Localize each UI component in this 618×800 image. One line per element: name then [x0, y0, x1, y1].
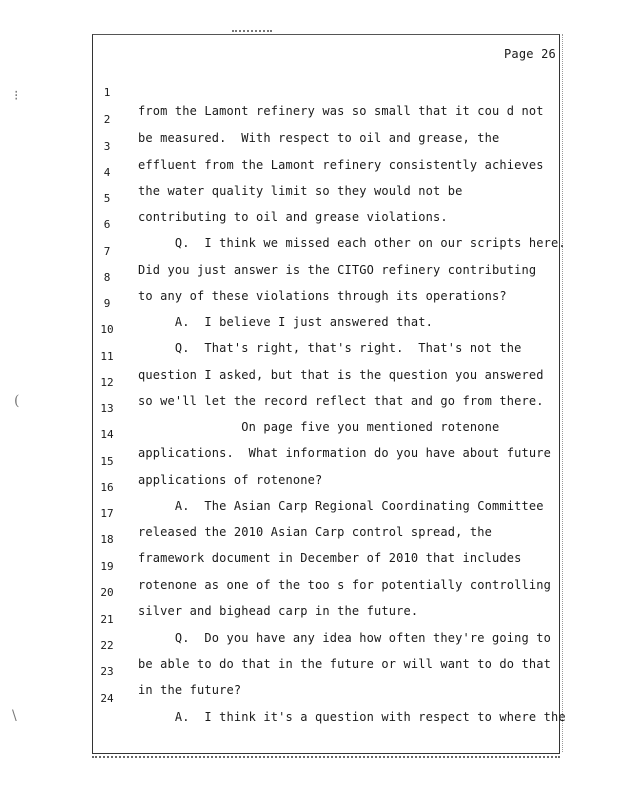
line-number: 15 [100, 455, 114, 468]
line-number: 12 [100, 376, 114, 389]
line-text: applications. What information do you have about future [138, 446, 551, 460]
line-text: rotenone as one of the too s for potentially controlling [138, 578, 551, 592]
line-text: A. I think it's a question with respect to where the [138, 710, 566, 724]
line-number: 7 [103, 245, 111, 258]
line-text: Did you just answer is the CITGO refinery contributing [138, 263, 537, 277]
line-number: 8 [103, 271, 111, 284]
line-text: be measured. With respect to oil and grease, the [138, 131, 500, 145]
line-text: framework document in December of 2010 that includes [138, 551, 522, 565]
line-number: 24 [100, 692, 114, 705]
page-number: Page 26 [504, 47, 556, 61]
line-text: Q. That's right, that's right. That's not the [138, 341, 522, 355]
line-text: so we'll let the record reflect that and go from there. [138, 394, 544, 408]
line-number: 21 [100, 613, 114, 626]
line-text: A. The Asian Carp Regional Coordinating Committee [138, 499, 544, 513]
line-number: 5 [103, 192, 111, 205]
line-number: 10 [100, 323, 114, 336]
line-number: 4 [103, 166, 111, 179]
line-number: 11 [100, 350, 114, 363]
line-number: 20 [100, 586, 114, 599]
line-number: 16 [100, 481, 114, 494]
transcript-line [92, 93, 562, 145]
line-text: On page five you mentioned rotenone [138, 420, 500, 434]
right-margin-rule [562, 34, 563, 752]
line-number: 3 [103, 140, 111, 153]
line-number: 6 [103, 218, 111, 231]
left-margin-mark: ⁝ [14, 88, 19, 104]
line-number: 19 [100, 560, 114, 573]
transcript-line [92, 120, 562, 172]
line-number: 23 [100, 665, 114, 678]
transcript-line [92, 540, 562, 592]
line-number: 18 [100, 533, 114, 546]
transcript-line [92, 66, 562, 118]
left-margin-mark: ( [14, 393, 20, 409]
bottom-scan-artifact [92, 756, 560, 758]
line-text: be able to do that in the future or will want to do that [138, 657, 551, 671]
transcript-line [92, 593, 562, 645]
line-text: applications of rotenone? [138, 473, 323, 487]
line-number: 17 [100, 507, 114, 520]
line-text: from the Lamont refinery was so small that it cou d not [138, 104, 544, 118]
transcript-line [92, 672, 566, 724]
line-number: 2 [103, 113, 111, 126]
line-number: 1 [103, 86, 111, 99]
transcript-line [92, 435, 562, 487]
line-text: the water quality limit so they would not be [138, 184, 463, 198]
line-number: 13 [100, 402, 114, 415]
transcript-line [92, 330, 562, 382]
line-text: question I asked, but that is the question you answered [138, 368, 544, 382]
line-text: to any of these violations through its operations? [138, 289, 507, 303]
line-number: 14 [100, 428, 114, 441]
line-text: A. I believe I just answered that. [138, 315, 433, 329]
line-text: effluent from the Lamont refinery consistently achieves [138, 158, 544, 172]
line-number: 22 [100, 639, 114, 652]
line-text: in the future? [138, 683, 242, 697]
line-text: Q. Do you have any idea how often they're going to [138, 631, 551, 645]
line-text: silver and bighead carp in the future. [138, 604, 419, 618]
line-number: 9 [103, 297, 111, 310]
left-margin-mark: \ [12, 708, 17, 724]
top-scan-artifact [232, 30, 272, 32]
line-text: Q. I think we missed each other on our scripts here. [138, 236, 566, 250]
line-text: contributing to oil and grease violations. [138, 210, 448, 224]
line-text: released the 2010 Asian Carp control spread, the [138, 525, 492, 539]
